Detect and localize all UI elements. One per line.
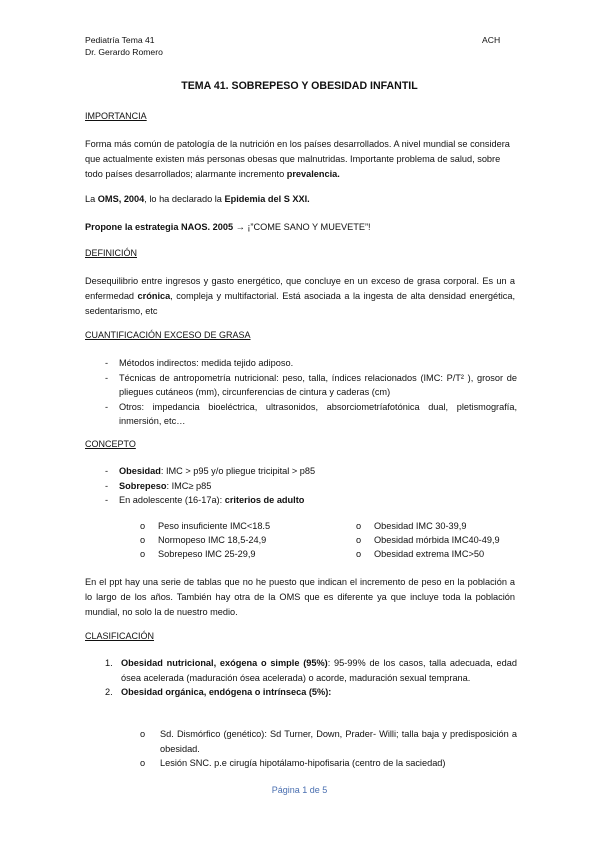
imc-category: Peso insuficiente IMC<18.5 — [158, 521, 271, 531]
cuantificacion-list — [85, 356, 517, 429]
definicion-paragraph — [85, 274, 515, 319]
list-item — [140, 519, 270, 533]
item-number: 2. — [105, 687, 113, 698]
imc-category: Normopeso IMC 18,5-24,9 — [158, 535, 267, 545]
list-item: - Métodos indirectos: medida tejido adiposo. — [85, 356, 517, 371]
circle-bullet-icon: o — [140, 729, 146, 739]
list-item: - Técnicas de antropometría nutricional: peso, talla, índices relacionados (IMC: P/T² ), grosor de pliegues cutáneos (mm), circunferencias de cintura y caderas (cm) — [85, 371, 517, 400]
obesidad-def: : IMC > p95 y/o pliegue tricipital > p85 — [160, 466, 316, 476]
importancia-text: Forma más común de patología de la nutrición en los países desarrollados. A nivel mundial se considera que actualmente existen más personas obesas que malnutridas. Importante problema de salud, sobre todo países desarrollados; alarmante incremento — [85, 139, 510, 179]
circle-bullet-icon: o — [140, 758, 146, 769]
list-item — [356, 533, 500, 547]
naos-slogan: → ¡”COME SANO Y MUEVETE”! — [233, 222, 371, 232]
adolescente-text: En adolescente (16-17a): — [119, 495, 225, 506]
list-item — [140, 727, 517, 756]
list-item — [85, 685, 517, 700]
circle-bullet-icon: o — [140, 521, 146, 531]
adolescente-bold: criterios de adulto — [224, 495, 305, 506]
naos-paragraph — [85, 220, 515, 235]
list-item — [356, 547, 500, 561]
imc-left-column — [140, 519, 270, 561]
importancia-bold: prevalencia. — [286, 169, 340, 179]
obesidad-term: Obesidad — [119, 466, 161, 476]
imc-category: Obesidad extrema IMC>50 — [374, 549, 485, 559]
header-course: Pediatría Tema 41 — [85, 35, 155, 45]
circle-bullet-icon: o — [356, 535, 362, 545]
list-item — [140, 756, 517, 771]
item-number: 1. — [105, 658, 113, 668]
section-heading-importancia: IMPORTANCIA — [85, 111, 147, 121]
concepto-note: En el ppt hay una serie de tablas que no he puesto que indican el incremento de peso en la población a lo largo de los años. También hay otra de la OMS que es diferente ya que incluye toda la población mundial, no solo la de nuestro medio. — [85, 577, 515, 617]
oms-epidemia: Epidemia del S XXI. — [224, 194, 310, 204]
section-heading-clasificacion: CLASIFICACIÓN — [85, 631, 155, 641]
clasificacion-list — [85, 656, 517, 700]
list-item — [85, 464, 517, 479]
list-item: - Otros: impedancia bioeléctrica, ultrasonidos, absorciometríafotónica dual, pletismografía, inmersión, etc… — [85, 400, 517, 429]
definicion-bold: crónica — [137, 291, 171, 301]
oms-text-a: La — [85, 194, 98, 204]
page-title: TEMA 41. SOBREPESO Y OBESIDAD INFANTIL — [181, 80, 418, 92]
sub-item-text: Lesión SNC. p.e cirugía hipotálamo-hipofisaria (centro de la saciedad) — [160, 758, 446, 769]
obesidad-organica-term: Obesidad orgánica, endógena o intrínseca (5%): — [121, 687, 332, 698]
list-item — [85, 479, 517, 494]
imc-right-column — [356, 519, 500, 561]
header-initials: ACH — [482, 35, 501, 45]
sobrepeso-term: Sobrepeso — [119, 480, 167, 491]
section-heading-concepto: CONCEPTO — [85, 439, 136, 449]
sobrepeso-def: : IMC≥ p85 — [166, 480, 212, 491]
importancia-paragraph — [85, 137, 515, 182]
circle-bullet-icon: o — [140, 549, 146, 559]
list-item — [85, 493, 517, 508]
oms-paragraph — [85, 192, 515, 207]
circle-bullet-icon: o — [356, 521, 362, 531]
circle-bullet-icon: o — [356, 549, 362, 559]
oms-text-c: , lo ha declarado la — [144, 194, 225, 204]
oms-bold: OMS, 2004 — [97, 194, 145, 204]
header-author: Dr. Gerardo Romero — [85, 47, 163, 57]
list-item — [356, 519, 500, 533]
circle-bullet-icon: o — [140, 535, 146, 545]
definicion-text-a: Desequilibrio entre ingresos y gasto energético, que concluye en un exceso de grasa corporal. Es un a enfermedad — [85, 276, 515, 301]
clasificacion-sublist — [140, 727, 517, 771]
definicion-text-c: , compleja y multifactorial. Está asociada a la ingesta de alta densidad energética, sedentarismo, etc — [85, 291, 515, 316]
header-left — [85, 34, 163, 58]
imc-category: Obesidad mórbida IMC40-49,9 — [374, 535, 500, 545]
imc-category: Obesidad IMC 30-39,9 — [374, 521, 467, 531]
sub-item-text: Sd. Dismórfico (genético): Sd Turner, Down, Prader- Willi; talla baja y predisposición a obesidad. — [160, 729, 517, 754]
section-heading-cuantificacion: CUANTIFICACIÓN EXCESO DE GRASA — [85, 330, 251, 340]
imc-category: Sobrepeso IMC 25-29,9 — [158, 549, 256, 559]
obesidad-nutricional-def: : 95-99% de los casos, talla adecuada, edad ósea acelerada (maduración ósea acelerada) o acorde, maduración sexual temprana. — [121, 658, 518, 683]
naos-bold: Propone la estrategia NAOS. 2005 — [85, 222, 234, 232]
section-heading-definicion: DEFINICIÓN — [85, 248, 138, 258]
list-item — [140, 533, 270, 547]
page-number: Página 1 de 5 — [271, 785, 328, 795]
obesidad-nutricional-term: Obesidad nutricional, exógena o simple (95%) — [121, 658, 328, 668]
concepto-list — [85, 464, 517, 508]
list-item — [140, 547, 270, 561]
list-item — [85, 656, 517, 685]
